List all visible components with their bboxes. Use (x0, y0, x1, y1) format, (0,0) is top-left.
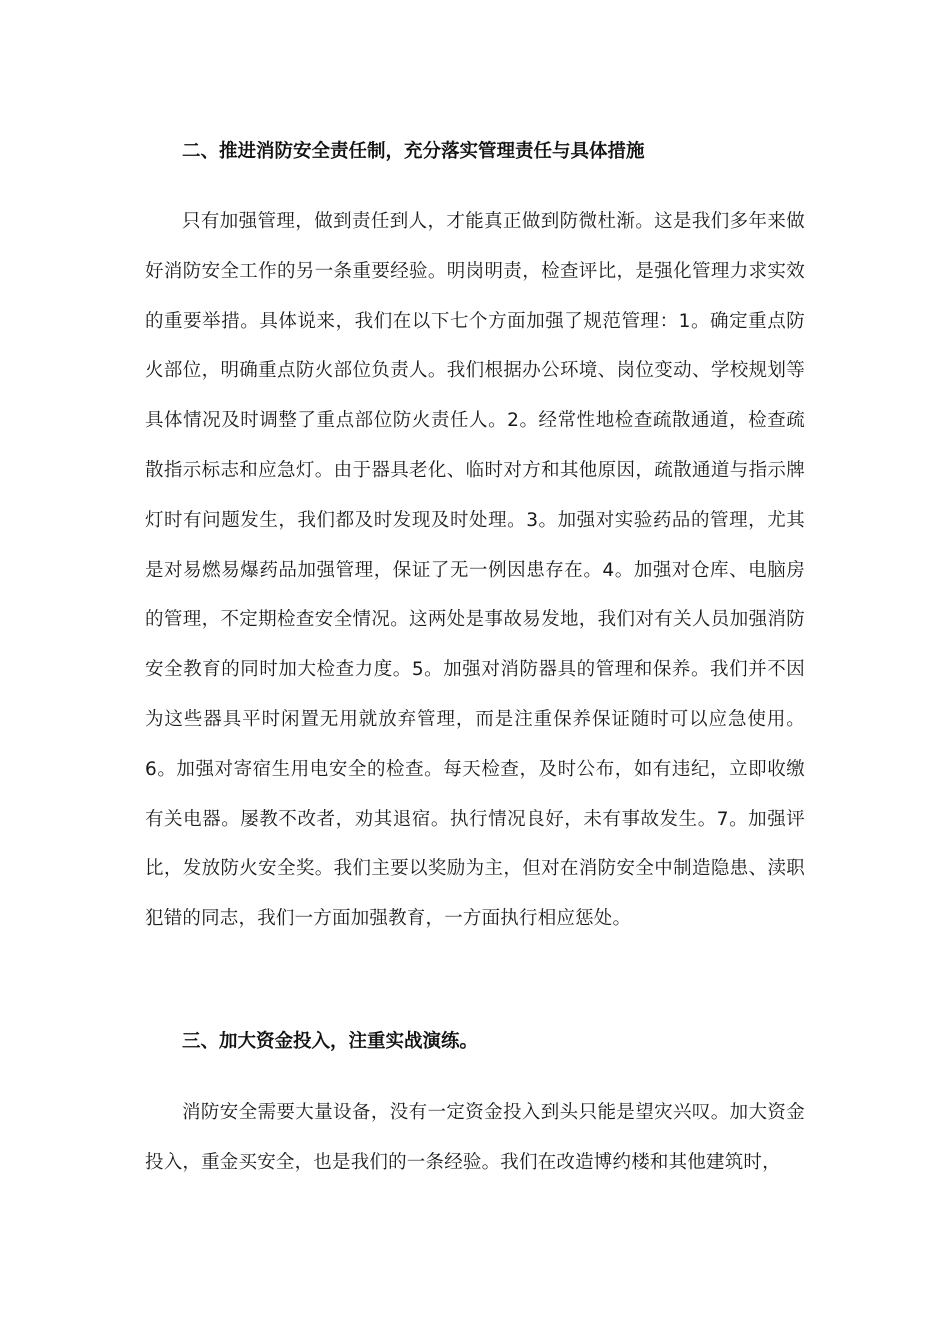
section-2-paragraph: 只有加强管理，做到责任到人，才能真正做到防微杜渐。这是我们多年来做好消防安全工作的另一条重要经验。明岗明责，检查评比，是强化管理力求实效的重要举措。具体说来，我们在以下七个方面加强了规范管理：1。确定重点防火部位，明确重点防火部位负责人。我们根据办公环境、岗位变动、学校规划等具体情况及时调整了重点部位防火责任人。2。经常性地检查疏散通道，检查疏散指示标志和应急灯。由于器具老化、临时对方和其他原因，疏散通道与指示牌灯时有问题发生，我们都及时发现及时处理。3。加强对实验药品的管理，尤其是对易燃易爆药品加强管理，保证了无一例因患存在。4。加强对仓库、电脑房的管理，不定期检查安全情况。这两处是事故易发地，我们对有关人员加强消防安全教育的同时加大检查力度。5。加强对消防器具的管理和保养。我们并不因为这些器具平时闲置无用就放弃管理，而是注重保养保证随时可以应急使用。6。加强对寄宿生用电安全的检查。每天检查，及时公布，如有违纪，立即收缴有关电器。屡教不改者，劝其退宿。执行情况良好，未有事故发生。7。加强评比，发放防火安全奖。我们主要以奖励为主，但对在消防安全中制造隐患、渎职犯错的同志，我们一方面加强教育，一方面执行相应惩处。 (145, 211, 805, 930)
section-3-paragraph: 消防安全需要大量设备，没有一定资金投入到头只能是望灾兴叹。加大资金投入，重金买安全，也是我们的一条经验。我们在改造博约楼和其他建筑时， (145, 1102, 805, 1173)
section-3-heading: 三、加大资金投入，注重实战演练。 (182, 1031, 479, 1052)
section-2-heading: 二、推进消防安全责任制，充分落实管理责任与具体措施 (182, 141, 645, 162)
